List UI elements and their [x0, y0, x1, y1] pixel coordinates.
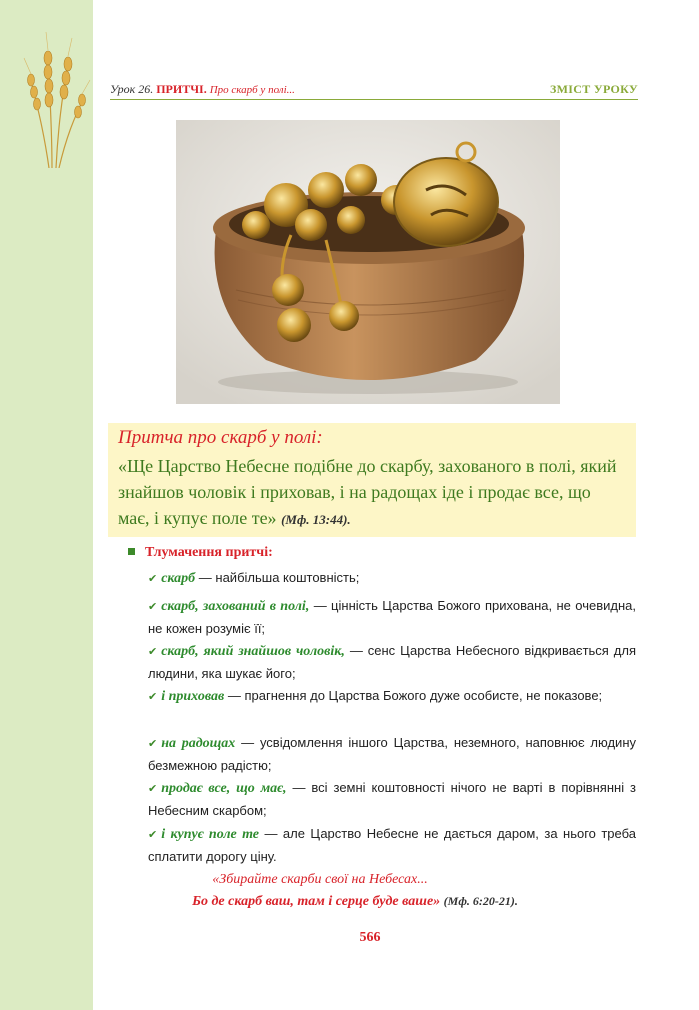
closing-quote-line-1: «Збирайте скарби свої на Небесах... — [212, 872, 428, 887]
item-text: — найбільша коштовність; — [195, 570, 360, 585]
lesson-subtopic: Про скарб у полі... — [209, 84, 295, 96]
parable-reference: (Мф. 13:44). — [281, 512, 351, 527]
item-term: продає все, що має, — [161, 781, 287, 796]
interpretation-item — [148, 823, 636, 867]
item-text: — усвідомлення іншого Царства, неземного, наповнює людину безмежною радістю; — [148, 735, 636, 773]
item-term: скарб, який знайшов чоловік, — [161, 644, 345, 659]
interpretation-heading — [128, 545, 273, 561]
lesson-topic: ПРИТЧІ. — [156, 82, 207, 96]
interpretation-item — [148, 732, 636, 776]
item-text: — всі земні коштовності нічого не варті в порівнянні з Небесним скарбом; — [148, 780, 636, 818]
closing-reference: (Мф. 6:20-21). — [443, 894, 518, 908]
checkmark-icon: ✔ — [148, 573, 158, 585]
item-term: скарб, захований в полі, — [161, 599, 310, 614]
page-header — [110, 80, 638, 100]
header-divider — [110, 99, 638, 100]
interpretation-item — [148, 640, 636, 684]
item-text: — але Царство Небесне не дається даром, за нього треба сплатити дорогу ціну. — [148, 826, 636, 864]
item-term: і купує поле те — [161, 827, 260, 842]
lesson-number: Урок 26. — [110, 82, 154, 96]
item-term: на радощах — [161, 736, 236, 751]
checkmark-icon: ✔ — [148, 646, 158, 658]
checkmark-icon: ✔ — [148, 829, 158, 841]
checkmark-icon: ✔ — [148, 691, 158, 703]
page-number: 566 — [359, 930, 381, 945]
item-term: і приховав — [161, 689, 225, 704]
contents-link[interactable]: ЗМІСТ УРОКУ — [550, 82, 638, 96]
item-text: — сенс Царства Небесного відкривається для людини, яка шукає його; — [148, 643, 636, 681]
parable-text — [118, 453, 626, 533]
interpretation-heading-text: Тлумачення притчі: — [145, 545, 273, 560]
wheat-icon — [22, 28, 92, 168]
square-bullet-icon — [128, 548, 135, 555]
parable-title: Притча про скарб у полі: — [118, 427, 323, 448]
interpretation-item — [148, 685, 636, 708]
item-term: скарб — [161, 571, 196, 586]
parable-quote: «Ще Царство Небесне подібне до скарбу, захованого в полі, який знайшов чоловік і приховав, і на радощах іде і продає все, що має, і купує поле те» — [118, 456, 617, 528]
item-text: — прагнення до Царства Божого дуже особисте, не показове; — [224, 688, 603, 703]
checkmark-icon: ✔ — [148, 601, 158, 613]
checkmark-icon: ✔ — [148, 738, 158, 750]
treasure-pot-photo — [176, 120, 560, 404]
lesson-title — [110, 82, 295, 97]
parable-quote-box — [108, 423, 636, 537]
closing-quote-text: Бо де скарб ваш, там і серце буде ваше» — [192, 894, 441, 909]
checkmark-icon: ✔ — [148, 783, 158, 795]
item-text: — цінність Царства Божого прихована, не очевидна, не кожен розуміє її; — [148, 598, 636, 636]
interpretation-item — [148, 595, 636, 639]
interpretation-item — [148, 567, 636, 590]
closing-quote-line-2 — [95, 894, 615, 910]
interpretation-item — [148, 777, 636, 821]
